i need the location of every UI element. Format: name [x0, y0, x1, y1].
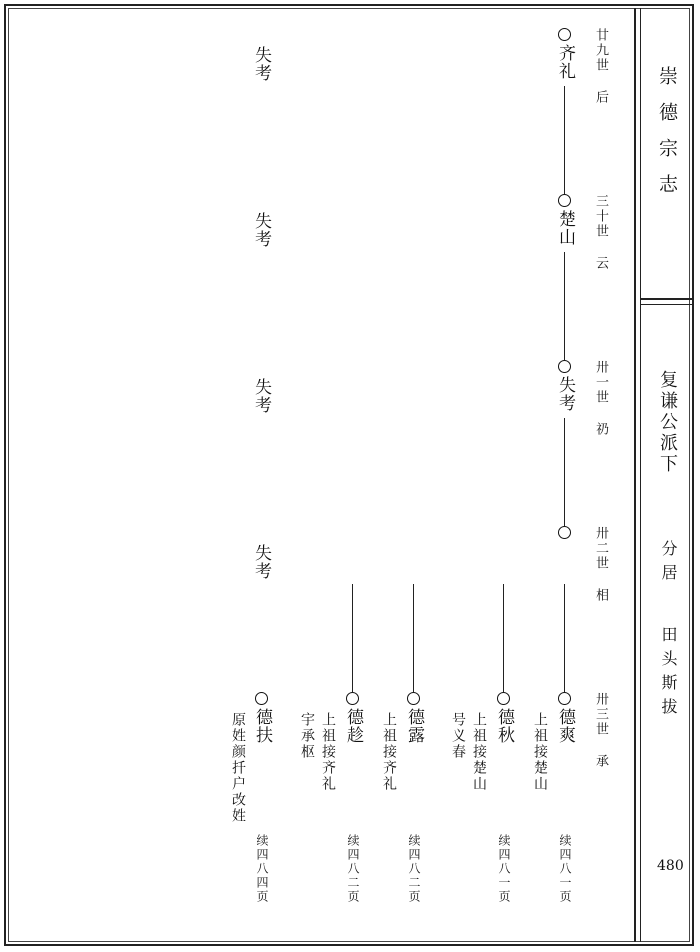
person-marker [558, 692, 571, 705]
person-marker [558, 526, 571, 539]
person-marker [558, 28, 571, 41]
generation-label: 卅三世 [593, 692, 608, 737]
person-marker [346, 692, 359, 705]
person-name: 失考 [555, 376, 575, 412]
generation-label: 卅二世 [593, 526, 608, 571]
person-name: 楚山 [555, 210, 575, 246]
lineage-line [564, 86, 565, 194]
person-note-alt: 号义春 [450, 712, 466, 760]
page-frame-inner [8, 8, 690, 942]
person-note: 上祖接齐礼 [381, 712, 397, 792]
person-marker [558, 360, 571, 373]
continuation-ref: 续四八四页 [255, 834, 269, 904]
person-note: 上祖接齐礼 [320, 712, 336, 792]
person-marker [255, 692, 268, 705]
lineage-line [564, 584, 565, 692]
person-name: 德露 [404, 708, 424, 744]
sub-label: 分居 [659, 540, 678, 588]
person-marker [558, 194, 571, 207]
continuation-ref: 续四八一页 [558, 834, 572, 904]
continuation-ref: 续四八二页 [407, 834, 421, 904]
person-name: 德爽 [555, 708, 575, 744]
person-name: 德扶 [252, 708, 272, 744]
branch-title: 复谦公派下 [657, 370, 678, 475]
sidebar-divider-thin [640, 8, 641, 942]
sidebar-divider [634, 8, 636, 942]
continuation-ref: 续四八一页 [497, 834, 511, 904]
generation-name: 云 [593, 256, 608, 269]
sidebar-h-divider [641, 298, 694, 300]
person-marker [497, 692, 510, 705]
person-name: 齐礼 [555, 44, 575, 80]
person-name: 德秋 [494, 708, 514, 744]
lineage-line [564, 418, 565, 526]
unknown-mark: 失考 [251, 544, 271, 580]
person-note: 上祖接楚山 [532, 712, 548, 792]
generation-name: 相 [593, 588, 608, 601]
lineage-line [413, 584, 414, 692]
generation-label: 三十世 [593, 194, 608, 239]
unknown-mark: 失考 [251, 46, 271, 82]
lineage-line [564, 252, 565, 360]
lineage-line [352, 584, 353, 692]
lineage-line [503, 584, 504, 692]
sidebar-h-divider-thin [641, 304, 694, 305]
person-note-alt: 原姓颜扦户改姓 [230, 712, 246, 824]
person-marker [407, 692, 420, 705]
unknown-mark: 失考 [251, 212, 271, 248]
unknown-mark: 失考 [251, 378, 271, 414]
place-name: 田头斯拔 [659, 626, 678, 722]
person-note-alt: 宇承枢 [299, 712, 315, 760]
page-number: 480 [657, 858, 684, 874]
person-note: 上祖接楚山 [471, 712, 487, 792]
generation-name: 承 [593, 754, 608, 767]
book-title: 崇德宗志 [656, 66, 678, 210]
generation-name: 礽 [593, 422, 608, 435]
generation-label: 卅一世 [593, 360, 608, 405]
continuation-ref: 续四八二页 [346, 834, 360, 904]
generation-name: 后 [593, 90, 608, 103]
generation-label: 廿九世 [593, 28, 608, 73]
person-name: 德趁 [343, 708, 363, 744]
